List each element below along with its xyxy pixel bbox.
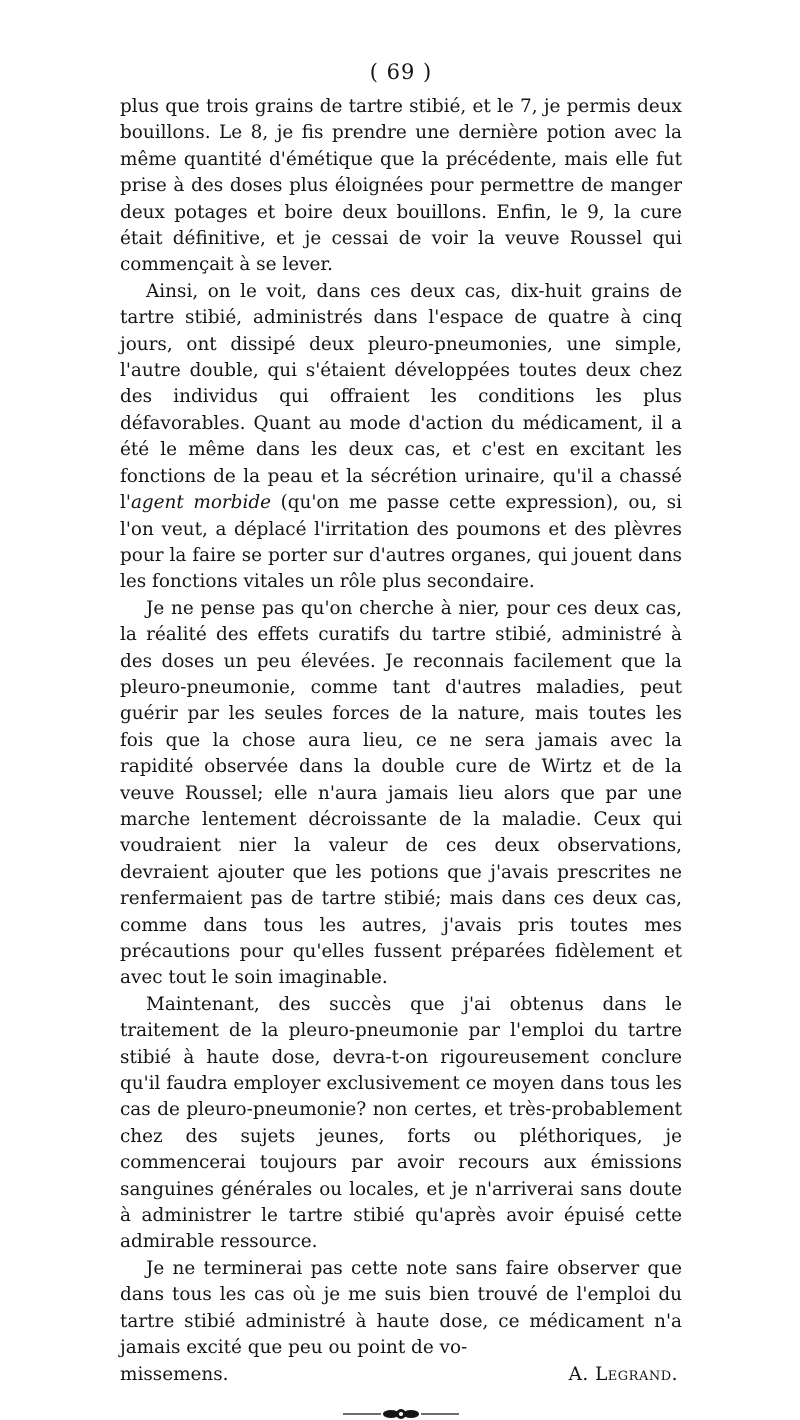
closing-word: missemens. [120, 1363, 229, 1385]
paragraph-ainsi [120, 279, 682, 596]
paragraph-maintenant: Maintenant, des succès que j'ai obtenus dans le traitement de la pleuro-pneumonie par l'emploi du tartre stibié à haute dose, devra-t-on rigoureusement conclure qu'il faudra employer exclusivement ce moyen dans tous les cas de pleuro-pneumonie? non certes, et très-probablement chez des sujets jeunes, forts ou pléthoriques, je commencerai toujours par avoir recours aux émissions sanguines générales ou locales, et je n'arriverai sans doute à administrer le tartre stibié qu'après avoir épuisé cette admirable ressource. [120, 993, 682, 1253]
italic-term: agent morbide [130, 492, 271, 514]
paragraph-conclusion: Je ne terminerai pas cette note sans faire observer que dans tous les cas où je me suis bien trouvé de l'emploi du tartre stibié administré à haute dose, ce médicament n'a jamais excité que peu ou point de vo- [120, 1257, 682, 1359]
document-page [120, 58, 682, 1420]
paragraph-continuation: plus que trois grains de tartre stibié, et le 7, je permis deux bouillons. Le 8, je fis prendre une dernière potion avec la même quantité d'émétique que la précédente, mais elle fut prise à des doses plus éloignées pour permettre de manger deux potages et boire deux bouillons. Enfin, le 9, la cure était définitive, et je cessai de voir la veuve Roussel qui commençait à se lever. [120, 96, 682, 276]
paragraph-text: Ainsi, on le voit, dans ces deux cas, dix-huit grains de tartre stibié, administrés dans l'espace de quatre à cinq jours, ont dissipé deux pleuro-pneumonies, une simple, l'autre double, qui s'étaient développées toutes deux chez des individus qui offraient les conditions les plus défavorables. Quant au mode d'action du médicament, il a été le même dans les deux cas, et c'est en excitant les fonctions de la peau et la sécrétion urinaire, qu'il a chassé l' [120, 280, 682, 514]
tailpiece-ornament-icon [341, 1408, 461, 1420]
paragraph-je-ne-pense: Je ne pense pas qu'on cherche à nier, pour ces deux cas, la réalité des effets curatifs du tartre stibié, administré à des doses un peu élevées. Je reconnais facilement que la pleuro-pneumonie, comme tant d'autres maladies, peut guérir par les seules forces de la nature, mais toutes les fois que la chose aura lieu, ce ne sera jamais avec la rapidité observée dans la double cure de Wirtz et de la veuve Roussel; elle n'aura jamais lieu alors que par une marche lentement décroissante de la maladie. Ceux qui voudraient nier la valeur de ces deux observations, devraient ajouter que les potions que j'avais prescrites ne renfermaient pas de tartre stibié; mais dans ces deux cas, comme dans tous les autres, j'avais pris toutes mes précautions pour qu'elles fussent préparées fidèlement et avec tout le soin imaginable. [120, 597, 682, 989]
paragraph-text: (qu'on me passe cette expression), ou, si l'on veut, a déplacé l'irritation des poumons et des plèvres pour la faire se porter sur d'autres organes, qui jouent dans les fonctions vitales un rôle plus secondaire. [120, 492, 682, 593]
closing-line [120, 1362, 682, 1388]
page-number: ( 69 ) [369, 60, 433, 84]
author-signature: A. Legrand. [568, 1363, 678, 1385]
